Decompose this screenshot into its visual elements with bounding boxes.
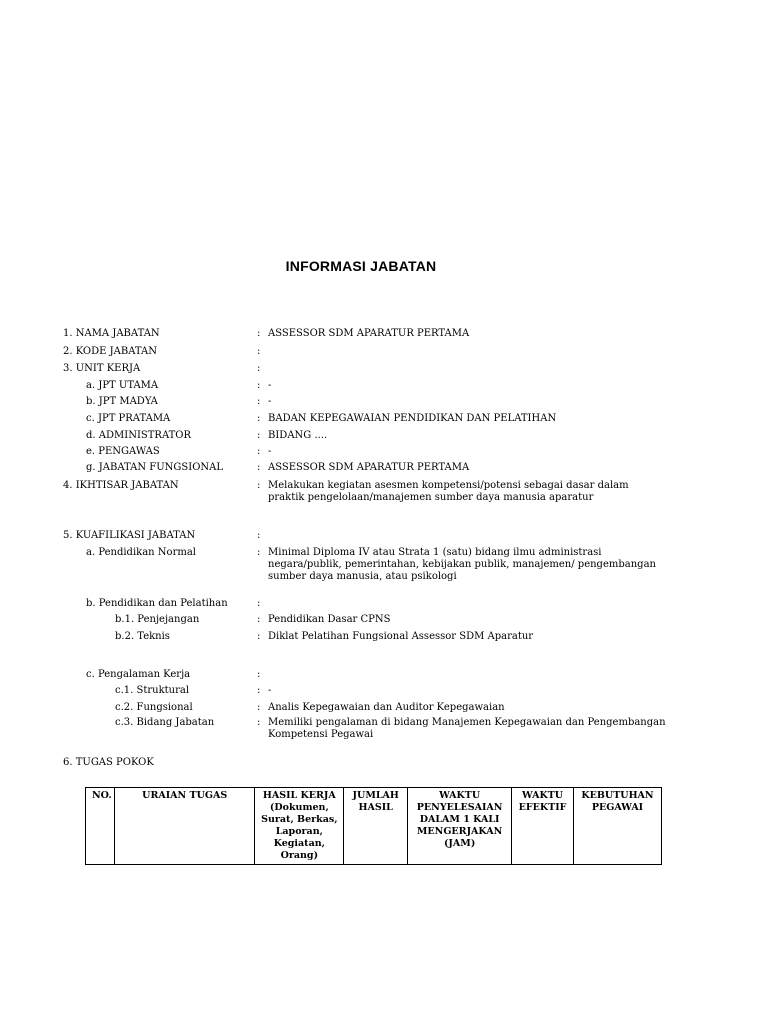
field-colon: : — [257, 380, 261, 391]
field-label: a. JPT UTAMA — [86, 380, 159, 391]
field-label: c.1. Struktural — [115, 685, 190, 696]
field-colon: : — [257, 598, 261, 609]
field-colon: : — [257, 685, 261, 696]
field-value: Melakukan kegiatan asesmen kompetensi/potensi sebagai dasar dalam praktik pengelolaan/manajemen sumber daya manusia aparatur — [268, 480, 629, 503]
field-value: - — [268, 396, 272, 407]
header-kebutuhan-pegawai: KEBUTUHAN PEGAWAI — [574, 788, 662, 865]
field-label: 2. KODE JABATAN — [63, 346, 157, 357]
field-colon: : — [257, 530, 261, 541]
field-colon: : — [257, 717, 261, 728]
field-label: c.2. Fungsional — [115, 702, 193, 713]
field-colon: : — [257, 462, 261, 473]
field-value: Memiliki pengalaman di bidang Manajemen Kepegawaian dan Pengembangan Kompetensi Pegawai — [268, 717, 666, 740]
field-colon: : — [257, 430, 261, 441]
field-label: g. JABATAN FUNGSIONAL — [86, 462, 224, 473]
field-colon: : — [257, 669, 261, 680]
field-value: BIDANG .... — [268, 430, 328, 441]
field-label: a. Pendidikan Normal — [86, 547, 196, 558]
document-title: INFORMASI JABATAN — [285, 258, 437, 274]
field-colon: : — [257, 480, 261, 491]
field-label: b. JPT MADYA — [86, 396, 158, 407]
field-colon: : — [257, 614, 261, 625]
field-label: b.2. Teknis — [115, 631, 170, 642]
field-value: ASSESSOR SDM APARATUR PERTAMA — [268, 328, 470, 339]
field-value: Analis Kepegawaian dan Auditor Kepegawaian — [268, 702, 505, 713]
field-value: Pendidikan Dasar CPNS — [268, 614, 391, 625]
header-waktu-penyelesaian: WAKTU PENYELESAIAN DALAM 1 KALI MENGERJAKAN (JAM) — [408, 788, 512, 865]
field-colon: : — [257, 328, 261, 339]
field-label: 4. IKHTISAR JABATAN — [63, 480, 179, 491]
field-value: ASSESSOR SDM APARATUR PERTAMA — [268, 462, 470, 473]
field-colon: : — [257, 702, 261, 713]
field-colon: : — [257, 396, 261, 407]
field-label: c. JPT PRATAMA — [86, 413, 171, 424]
field-label: c. Pengalaman Kerja — [86, 669, 191, 680]
field-label: b. Pendidikan dan Pelatihan — [86, 598, 228, 609]
field-label: 1. NAMA JABATAN — [63, 328, 160, 339]
field-value: Diklat Pelatihan Fungsional Assessor SDM Aparatur — [268, 631, 534, 642]
field-label: c.3. Bidang Jabatan — [115, 717, 215, 728]
header-uraian-tugas: URAIAN TUGAS — [114, 788, 254, 865]
field-label: 6. TUGAS POKOK — [63, 757, 154, 768]
header-waktu-efektif: WAKTU EFEKTIF — [512, 788, 574, 865]
header-jumlah-hasil: JUMLAH HASIL — [344, 788, 408, 865]
field-value: - — [268, 446, 272, 457]
field-colon: : — [257, 547, 261, 558]
field-colon: : — [257, 363, 261, 374]
field-label: 5. KUAFILIKASI JABATAN — [63, 530, 196, 541]
header-no: NO. — [86, 788, 115, 865]
field-label: d. ADMINISTRATOR — [86, 430, 192, 441]
field-value: BADAN KEPEGAWAIAN PENDIDIKAN DAN PELATIHAN — [268, 413, 557, 424]
field-colon: : — [257, 631, 261, 642]
field-label: 3. UNIT KERJA — [63, 363, 141, 374]
field-label: e. PENGAWAS — [86, 446, 160, 457]
tugas-pokok-table — [85, 787, 662, 865]
field-value: - — [268, 380, 272, 391]
header-hasil-kerja: HASIL KERJA (Dokumen, Surat, Berkas, Laporan, Kegiatan, Orang) — [255, 788, 344, 865]
field-value: Minimal Diploma IV atau Strata 1 (satu) bidang ilmu administrasi negara/publik, pemerintahan, kebijakan publik, manajemen/ pengembangan sumber daya manusia, atau psikologi — [268, 547, 656, 582]
field-label: b.1. Penjejangan — [115, 614, 200, 625]
field-colon: : — [257, 413, 261, 424]
field-colon: : — [257, 346, 261, 357]
table-header-row — [86, 788, 662, 865]
field-colon: : — [257, 446, 261, 457]
field-value: - — [268, 685, 272, 696]
